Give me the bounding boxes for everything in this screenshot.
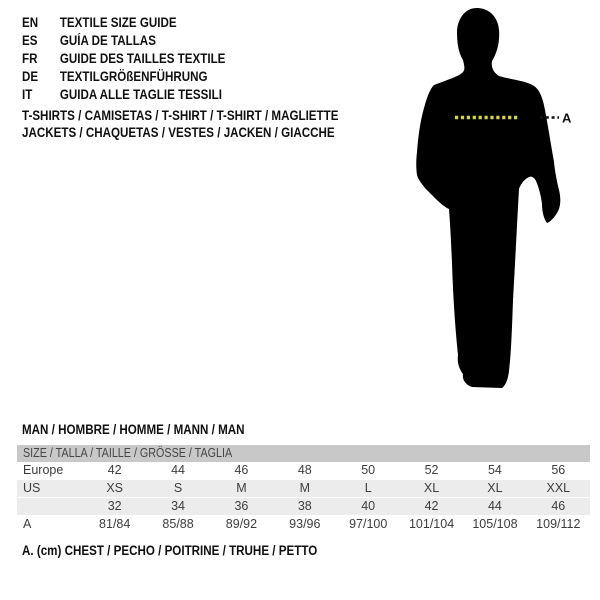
size-cell: 50: [361, 463, 376, 477]
size-cell: 85/88: [162, 517, 194, 531]
size-cell: 40: [361, 499, 376, 513]
size-cell: 38: [297, 499, 312, 513]
size-cell: 46: [551, 499, 566, 513]
size-cell: 36: [234, 499, 249, 513]
size-cell: S: [173, 481, 183, 495]
language-code: FR: [22, 50, 38, 66]
size-table: [17, 445, 590, 533]
language-label: GUÍA DE TALLAS: [59, 32, 156, 48]
size-cell: 109/112: [536, 517, 581, 531]
language-row: [22, 49, 225, 67]
size-cell: 42: [107, 463, 122, 477]
size-cell: 54: [487, 463, 502, 477]
size-cell: 32: [107, 499, 122, 513]
size-table-row: [17, 497, 590, 515]
size-cell: 101/104: [408, 517, 455, 531]
language-label: GUIDE DES TAILLES TEXTILE: [59, 50, 226, 66]
size-cell: 48: [297, 463, 312, 477]
size-cell: 56: [551, 463, 566, 477]
size-table-row: [17, 479, 590, 497]
language-code: DE: [22, 68, 39, 84]
language-code: EN: [22, 14, 39, 30]
size-cell: M: [299, 481, 311, 495]
size-row-label: [17, 498, 83, 515]
size-table-row: [17, 515, 590, 533]
language-label: TEXTILE SIZE GUIDE: [59, 14, 177, 30]
size-cell: 52: [424, 463, 439, 477]
size-cell: XL: [423, 481, 440, 495]
size-table-row: [17, 462, 590, 479]
measure-footnote: A. (cm) CHEST / PECHO / POITRINE / TRUHE / PETTO: [22, 543, 318, 558]
language-row: [22, 31, 225, 49]
size-cell: 93/96: [289, 517, 321, 531]
size-cell: 81/84: [99, 517, 131, 531]
size-cell: 44: [487, 499, 502, 513]
language-label: GUIDA ALLE TAGLIE TESSILI: [59, 86, 222, 102]
language-list: [22, 13, 259, 103]
language-label: TEXTILGRÖßENFÜHRUNG: [59, 68, 208, 84]
language-code: ES: [22, 32, 38, 48]
size-cell: M: [236, 481, 247, 495]
category-line-jackets: JACKETS / CHAQUETAS / VESTES / JACKEN / GIACCHE: [22, 125, 335, 140]
size-row-label: A: [23, 517, 32, 531]
size-cell: 97/100: [349, 517, 388, 531]
man-silhouette-figure: [400, 0, 600, 400]
size-cell: 89/92: [225, 517, 258, 531]
size-cell: 42: [424, 499, 439, 513]
size-cell: 46: [234, 463, 249, 477]
measure-label-a: A: [562, 110, 572, 126]
size-cell: L: [364, 481, 372, 495]
language-row: [22, 85, 225, 103]
size-cell: XXL: [546, 481, 571, 495]
size-table-body: [17, 462, 590, 533]
language-row: [22, 67, 225, 85]
category-line-tshirts: T-SHIRTS / CAMISETAS / T-SHIRT / T-SHIRT / MAGLIETTE: [22, 108, 339, 123]
size-table-header: SIZE / TALLA / TAILLE / GRÖSSE / TAGLIA: [17, 445, 590, 462]
category-block: [22, 107, 390, 141]
language-row: [22, 13, 225, 31]
language-code: IT: [22, 86, 33, 102]
size-cell: 44: [171, 463, 186, 477]
size-cell: 105/108: [472, 517, 518, 531]
size-cell: XS: [106, 481, 124, 495]
gender-heading: MAN / HOMBRE / HOMME / MANN / MAN: [22, 422, 245, 437]
size-cell: XL: [487, 481, 503, 495]
man-silhouette-path: [416, 8, 560, 388]
size-cell: 34: [171, 499, 186, 513]
size-row-label: US: [23, 481, 41, 495]
size-row-label: Europe: [23, 463, 64, 477]
